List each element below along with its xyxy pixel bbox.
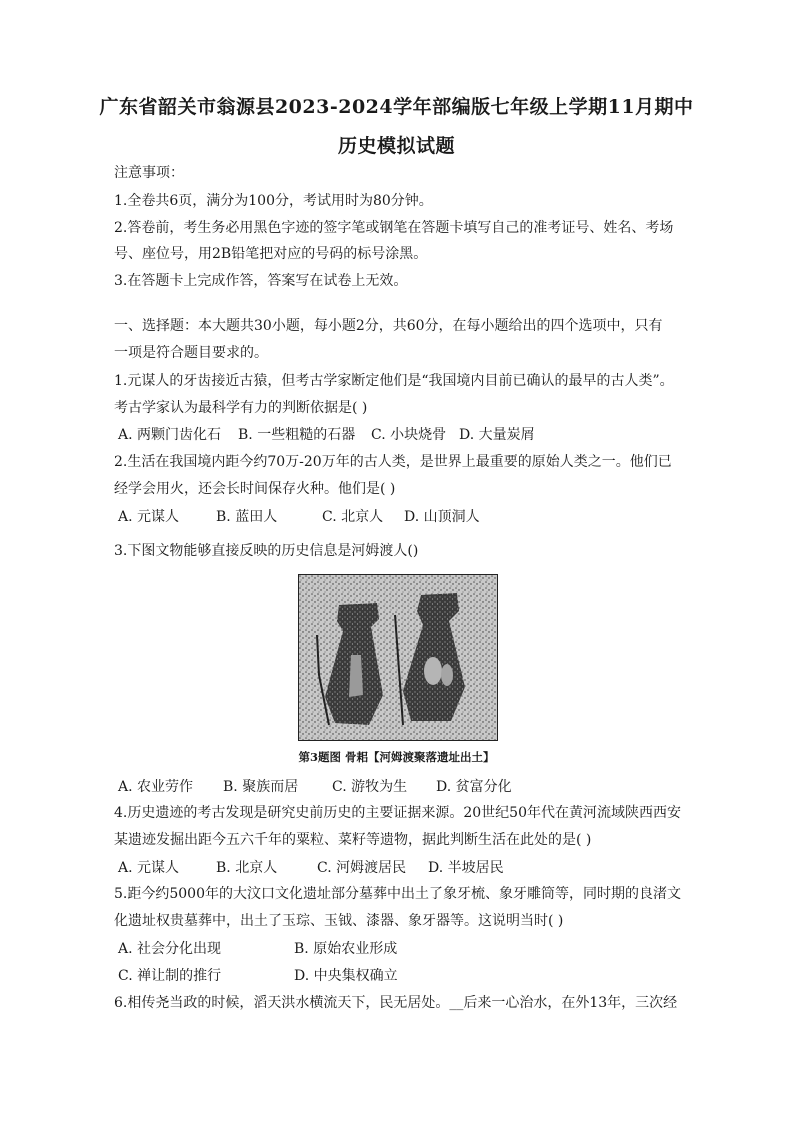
option-a: A. 社会分化出现: [118, 941, 222, 957]
option-c: C. 北京人: [322, 509, 384, 525]
option-d: D. 中央集权确立: [294, 968, 398, 984]
option-a: A. 两颗门齿化石: [118, 427, 222, 443]
option-c: C. 游牧为生: [332, 779, 408, 795]
question-1-line2: 考古学家认为最科学有力的判断依据是( ): [114, 400, 368, 416]
option-a: A. 农业劳作: [118, 779, 194, 795]
notes-item-2: 2.答卷前，考生务必用黑色字迹的签字笔或钢笔在答题卡填写自己的准考证号、姓名、考场: [114, 220, 674, 236]
option-d: D. 贫富分化: [436, 779, 512, 795]
notes-item-1: 1.全卷共6页，满分为100分，考试用时为80分钟。: [114, 193, 433, 209]
option-d: D. 山顶洞人: [404, 509, 480, 525]
question-2-line1: 2.生活在我国境内距今约70万-20万年的古人类，是世界上最重要的原始人类之一。他们已: [114, 454, 672, 470]
option-b: B. 一些粗糙的石器: [238, 427, 356, 443]
option-d: D. 半坡居民: [428, 860, 504, 876]
exam-title-line2: 历史模拟试题: [337, 135, 455, 157]
option-a: A. 元谋人: [118, 860, 180, 876]
question-3-line1: 3.下图文物能够直接反映的历史信息是河姆渡人(): [114, 543, 419, 559]
question-1-line1: 1.元谋人的牙齿接近古猿，但考古学家断定他们是“我国境内目前已确认的最早的古人类”。: [114, 373, 674, 389]
notes-item-3: 3.在答题卡上完成作答，答案写在试卷上无效。: [114, 273, 408, 289]
question-5-line1: 5.距今约5000年的大汶口文化遗址部分墓葬中出土了象牙梳、象牙雕筒等，同时期的良渚文: [114, 886, 681, 902]
bone-plough-image: [299, 575, 497, 740]
notes-heading: 注意事项：: [114, 165, 184, 181]
bone-plough-photo: [298, 574, 498, 741]
option-c: C. 禅让制的推行: [118, 968, 222, 984]
option-a: A. 元谋人: [118, 509, 180, 525]
question-4-line2: 某遗迹发掘出距今五六千年的粟粒、菜籽等遗物，据此判断生活在此处的是( ): [114, 832, 592, 848]
figure-caption: 第3题图 骨耜【河姆渡聚落遗址出土】: [298, 750, 495, 764]
option-c: C. 河姆渡居民: [317, 860, 407, 876]
option-b: B. 聚族而居: [223, 779, 299, 795]
notes-item-2-cont: 号、座位号，用2B铅笔把对应的号码的标号涂黑。: [114, 246, 428, 262]
question-6-line1: 6.相传尧当政的时候，滔天洪水横流天下，民无居处。__后来一心治水，在外13年，三次经: [114, 995, 678, 1011]
option-b: B. 原始农业形成: [294, 941, 398, 957]
question-5-line2: 化遗址权贵墓葬中，出土了玉琮、玉钺、漆器、象牙器等。这说明当时( ): [114, 913, 564, 929]
question-2-line2: 经学会用火，还会长时间保存火种。他们是( ): [114, 481, 396, 497]
section-intro-line2: 一项是符合题目要求的。: [114, 345, 268, 361]
section-intro-line1: 一、选择题：本大题共30小题，每小题2分，共60分，在每小题给出的四个选项中，只有: [114, 318, 663, 334]
option-b: B. 北京人: [216, 860, 278, 876]
option-c: C. 小块烧骨: [371, 427, 447, 443]
question-4-line1: 4.历史遗迹的考古发现是研究史前历史的主要证据来源。20世纪50年代在黄河流域陕西西安: [114, 805, 681, 821]
exam-title-line1: 广东省韶关市翁源县2023-2024学年部编版七年级上学期11月期中: [99, 96, 694, 118]
option-d: D. 大量炭屑: [459, 427, 535, 443]
option-b: B. 蓝田人: [216, 509, 278, 525]
